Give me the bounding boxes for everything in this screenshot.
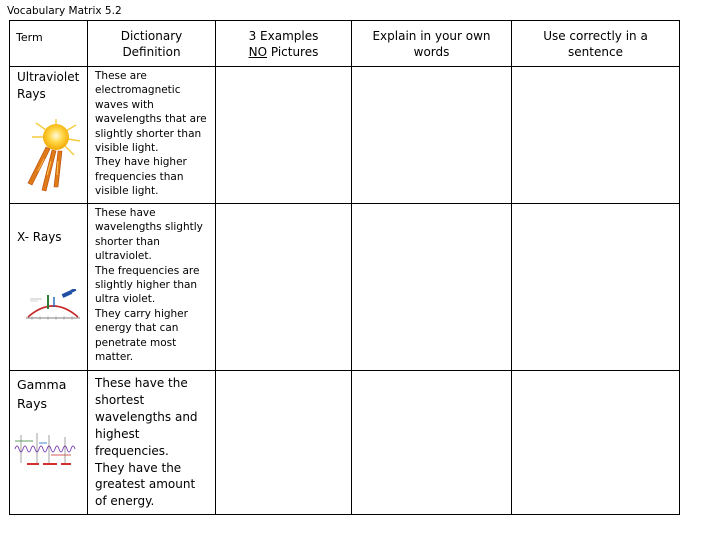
definition-line: wavelengths and (95, 409, 198, 424)
definition-line: ultra violet. (95, 293, 156, 306)
header-examples-no: NO (248, 44, 268, 59)
explain-cell[interactable] (352, 204, 512, 371)
definition-line: slightly shorter than (95, 127, 202, 140)
definition-line: They have the (95, 460, 182, 475)
definition-text (88, 67, 215, 199)
definition-line: ultraviolet. (95, 250, 152, 263)
header-definition-line: Dictionary (120, 29, 183, 43)
definition-cell (88, 67, 216, 204)
header-examples-cell (216, 21, 352, 67)
definition-line: electromagnetic (95, 84, 181, 97)
term-cell (10, 67, 88, 204)
definition-text (88, 371, 215, 510)
header-explain-cell (352, 21, 512, 67)
term-cell (10, 371, 88, 515)
term-line: Ultraviolet (17, 70, 80, 84)
sentence-cell[interactable] (512, 371, 680, 515)
header-definition-line: Definition (122, 44, 181, 59)
header-definition-cell (88, 21, 216, 67)
examples-cell[interactable] (216, 204, 352, 371)
header-explain-line: Explain in your own (372, 29, 491, 43)
definition-line: wavelengths that are (95, 113, 207, 126)
table-row (10, 67, 680, 204)
definition-line: These have the (95, 376, 188, 390)
header-sentence-line: sentence (568, 44, 623, 59)
definition-line: visible light. (95, 142, 159, 155)
examples-cell[interactable] (216, 67, 352, 204)
definition-line: The frequencies are (95, 264, 200, 277)
definition-line: slightly higher than (95, 279, 198, 292)
definition-cell (88, 371, 216, 515)
page-title: Vocabulary Matrix 5.2 (7, 5, 122, 17)
xray-diagram-image (24, 289, 82, 323)
definition-text (88, 204, 215, 364)
header-definition (88, 21, 215, 60)
header-examples-pictures: Pictures (267, 44, 319, 59)
sentence-cell[interactable] (512, 204, 680, 371)
definition-line: shorter than (95, 235, 160, 248)
term-label (10, 67, 87, 103)
explain-cell[interactable] (352, 371, 512, 515)
header-explain (352, 21, 511, 60)
sentence-cell[interactable] (512, 67, 680, 204)
definition-line: greatest amount (95, 477, 196, 492)
definition-line: They have higher (95, 156, 187, 169)
table-row (10, 204, 680, 371)
header-row (10, 21, 680, 67)
explain-cell[interactable] (352, 67, 512, 204)
header-sentence-cell (512, 21, 680, 67)
definition-line: They carry higher (95, 307, 188, 320)
table-row (10, 371, 680, 515)
term-line: Gamma (17, 377, 67, 392)
header-examples-line: 3 Examples (248, 29, 319, 43)
gamma-ray-diagram-image (13, 429, 79, 471)
header-examples (216, 21, 351, 60)
ultraviolet-sun-image (16, 117, 84, 197)
term-line: X- Rays (17, 230, 62, 244)
definition-line: of energy. (95, 494, 155, 509)
definition-cell (88, 204, 216, 371)
term-line: Rays (17, 396, 47, 411)
definition-line: wavelengths slightly (95, 221, 203, 234)
header-term-cell (10, 21, 88, 67)
term-cell (10, 204, 88, 371)
definition-line: These have (95, 207, 156, 219)
header-explain-line: words (413, 44, 450, 59)
term-line: Rays (17, 87, 46, 101)
definition-line: frequencies than (95, 170, 184, 183)
definition-line: matter. (95, 351, 134, 364)
header-sentence-line: Use correctly in a (543, 29, 648, 43)
definition-line: frequencies. (95, 443, 169, 458)
definition-line: waves with (95, 98, 154, 111)
definition-line: highest (95, 426, 140, 441)
term-label (10, 371, 87, 413)
definition-line: visible light. (95, 185, 159, 198)
header-term: Term (16, 31, 43, 44)
definition-line: penetrate most (95, 336, 177, 349)
header-examples-line (216, 45, 351, 61)
examples-cell[interactable] (216, 371, 352, 515)
definition-line: These are (95, 70, 147, 82)
vocabulary-matrix-table (9, 20, 680, 515)
header-sentence (512, 21, 679, 60)
definition-line: energy that can (95, 322, 179, 335)
definition-line: shortest (95, 392, 145, 407)
term-label (10, 204, 87, 246)
